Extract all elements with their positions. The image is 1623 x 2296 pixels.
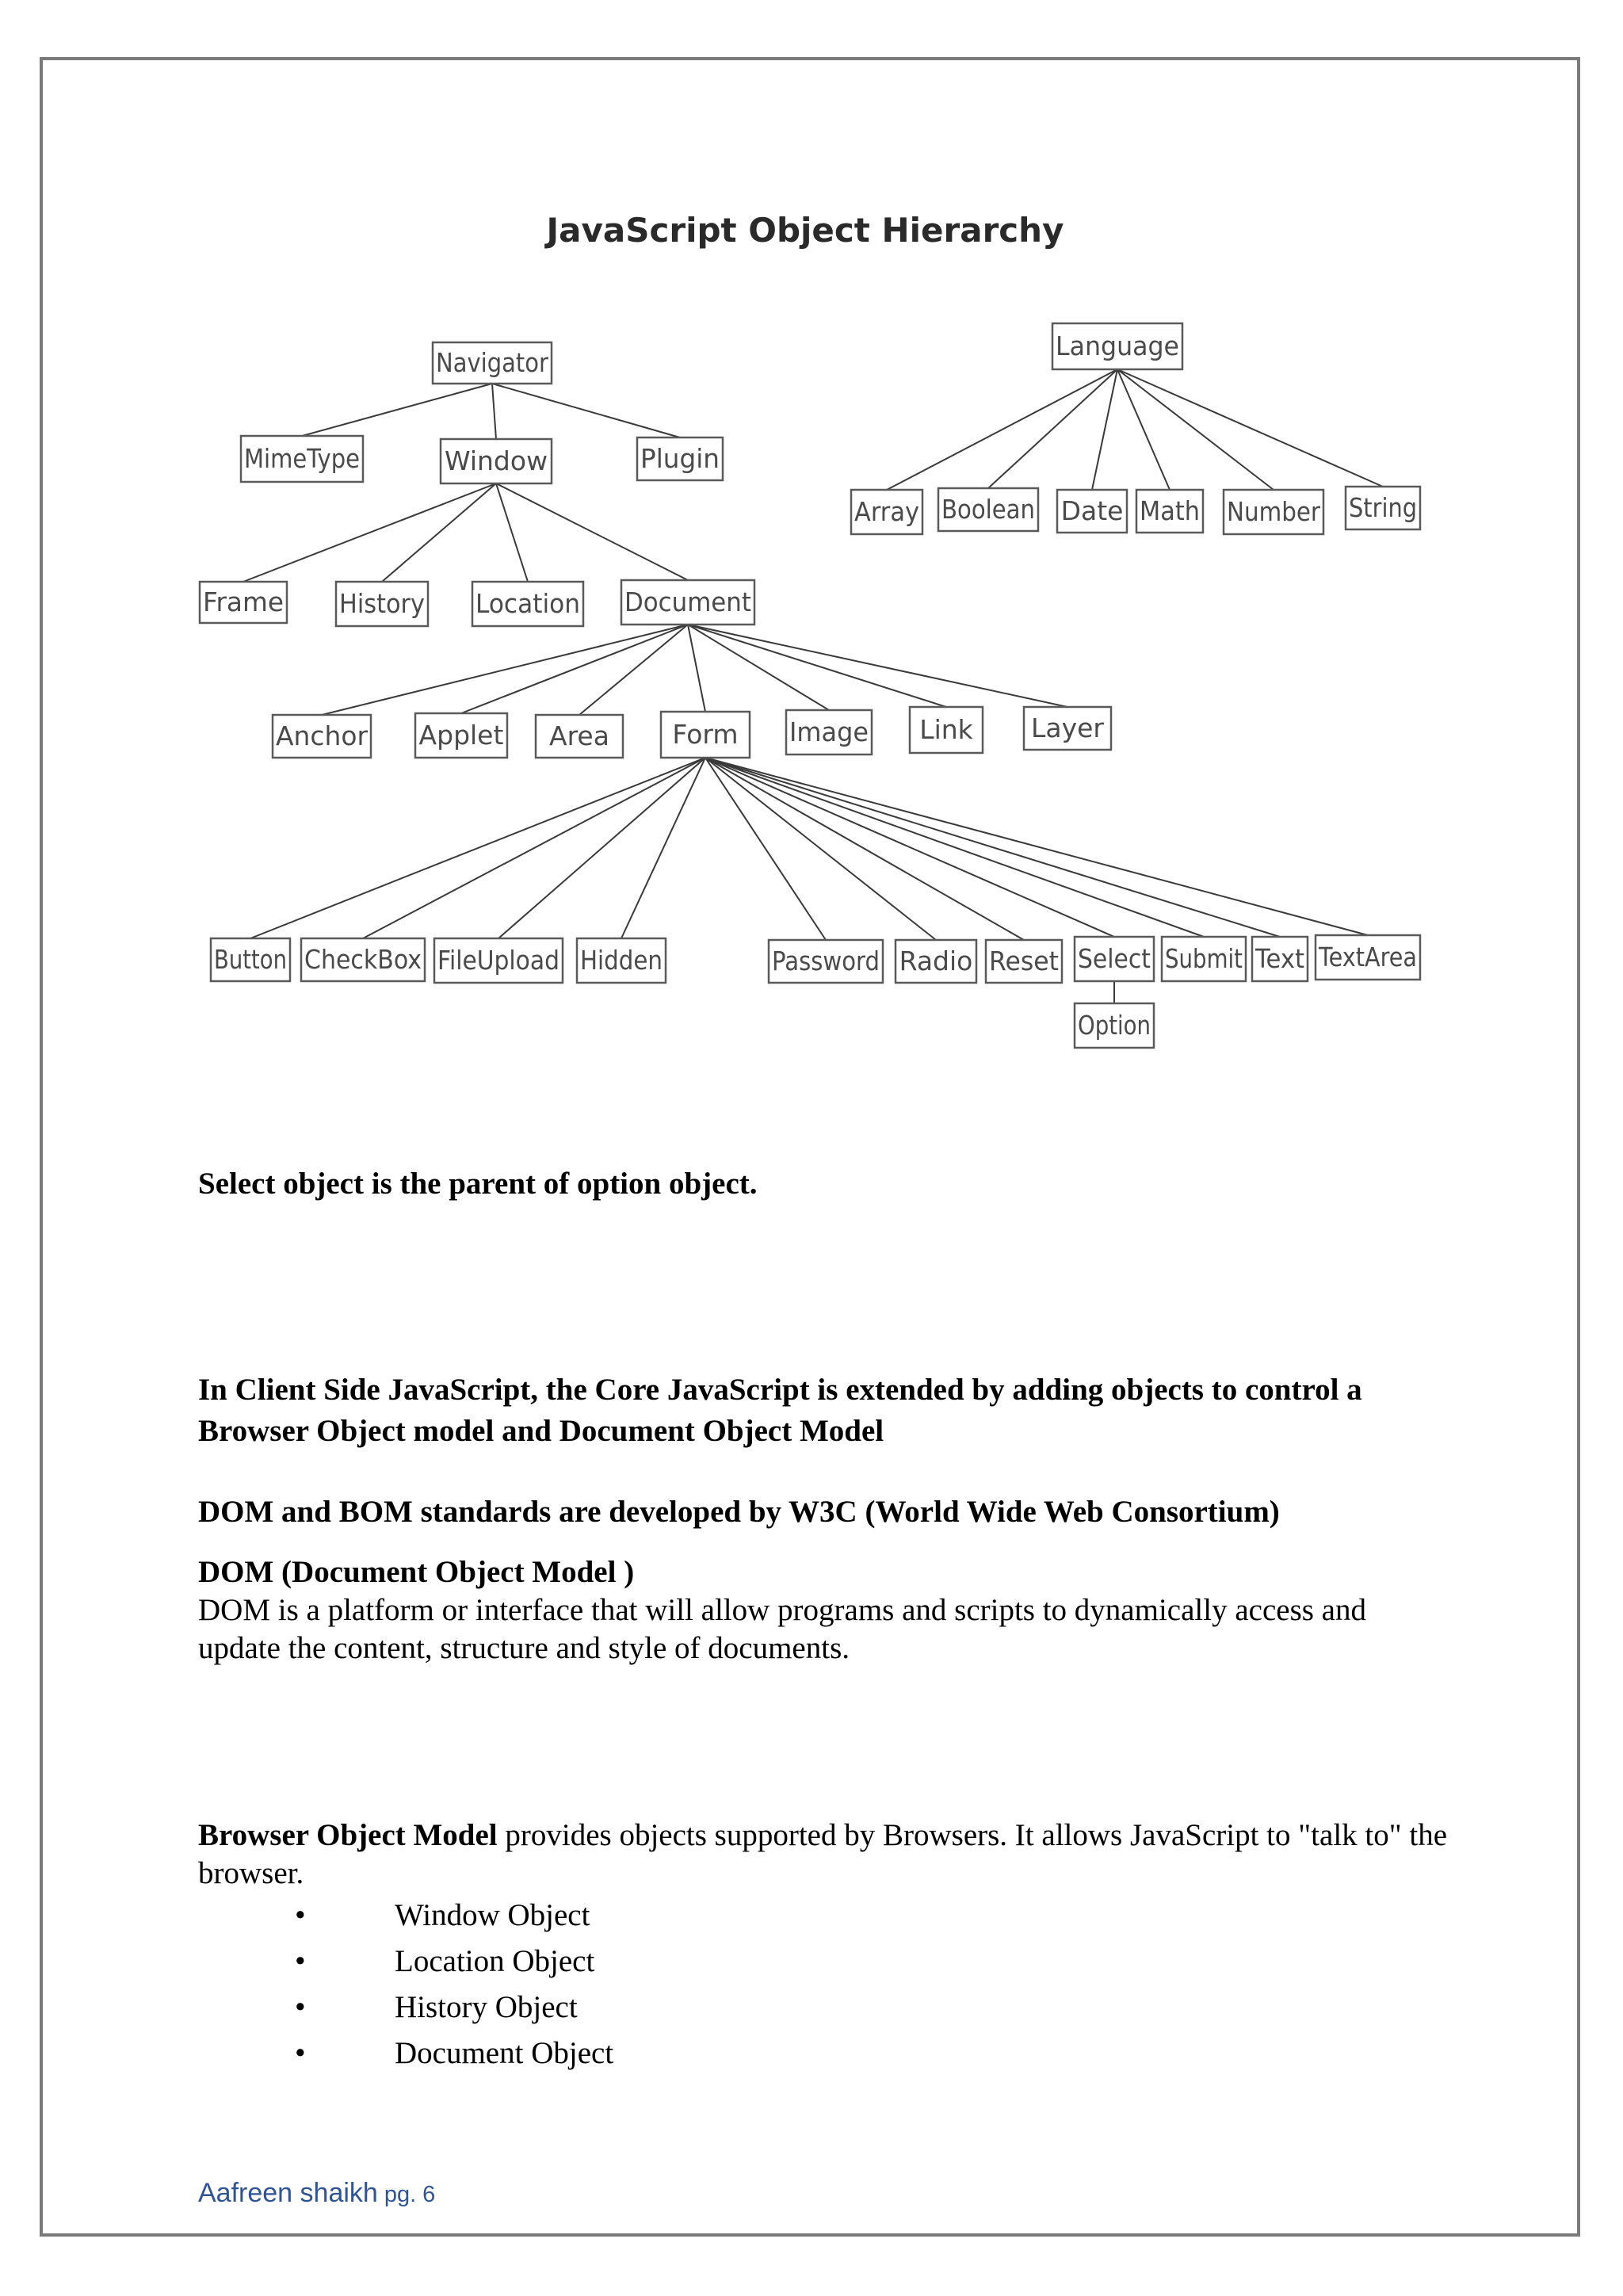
node-label: Password [772, 946, 880, 976]
node-password [769, 940, 883, 983]
node-textarea [1316, 935, 1420, 980]
edge-form-submit [705, 758, 1204, 937]
node-label: Location [475, 588, 580, 619]
node-hidden [577, 938, 666, 983]
edge-language-number [1117, 369, 1274, 490]
node-frame [200, 582, 287, 623]
node-anchor [273, 715, 371, 758]
edge-form-hidden [621, 758, 705, 938]
node-label: String [1349, 492, 1417, 523]
node-document [621, 580, 754, 625]
bom-text: provides objects supported by Browsers. It allows JavaScript to "talk to" the browser. [198, 1818, 1448, 1890]
node-label: Form [672, 719, 739, 750]
node-number [1224, 490, 1323, 534]
node-label: FileUpload [437, 945, 559, 976]
edge-window-document [496, 483, 688, 580]
edge-window-history [382, 483, 496, 582]
node-label: Button [214, 944, 287, 975]
node-string [1346, 487, 1420, 529]
node-label: Document [624, 586, 752, 617]
list-item [198, 1893, 613, 1939]
bullet-icon: • [295, 1944, 306, 1978]
node-label: MimeType [244, 443, 360, 474]
node-label: Navigator [436, 347, 549, 378]
node-history [336, 582, 428, 626]
node-select [1075, 937, 1154, 981]
bom-paragraph [198, 1817, 1450, 1893]
footer-page-number: pg. 6 [384, 2182, 436, 2207]
node-label: Date [1060, 495, 1124, 526]
node-button [211, 938, 290, 981]
node-label: Link [919, 714, 973, 745]
edge-navigator-mimetype [302, 384, 492, 436]
list-item-text: Location Object [395, 1944, 595, 1978]
edge-document-layer [688, 625, 1067, 707]
node-option [1075, 1003, 1154, 1048]
node-label: Option [1078, 1010, 1151, 1041]
node-label: Applet [418, 720, 504, 751]
node-label: Math [1140, 495, 1200, 526]
bullet-icon: • [295, 2036, 306, 2070]
node-math [1136, 490, 1203, 533]
select-note: Select object is the parent of option object. [198, 1167, 758, 1201]
list-item-text: Document Object [395, 2036, 614, 2070]
edge-form-button [250, 758, 705, 938]
node-label: History [339, 588, 425, 619]
node-label: Radio [899, 946, 973, 976]
edge-navigator-plugin [492, 384, 680, 437]
edge-form-reset [705, 758, 1024, 940]
node-label: Anchor [276, 720, 369, 751]
node-label: Language [1056, 330, 1179, 361]
node-label: Text [1254, 943, 1305, 974]
node-array [851, 490, 922, 534]
node-applet [415, 713, 507, 758]
edge-language-boolean [988, 369, 1117, 488]
node-area [536, 715, 623, 758]
node-radio [896, 940, 976, 983]
dom-heading: DOM (Document Object Model ) [198, 1555, 635, 1589]
node-image [786, 710, 872, 755]
node-date [1057, 490, 1127, 533]
client-side-paragraph: In Client Side JavaScript, the Core JavaScript is extended by adding objects to control a Browser Object model and Document Object Model [198, 1373, 1362, 1448]
footer-author: Aafreen shaikh [198, 2178, 378, 2208]
node-label: Number [1227, 496, 1321, 527]
edge-language-date [1092, 369, 1117, 490]
node-submit [1162, 937, 1246, 981]
bullet-icon: • [295, 1990, 306, 2024]
node-label: Array [854, 496, 919, 527]
edge-form-checkbox [363, 758, 705, 938]
node-label: Boolean [941, 494, 1035, 525]
node-mimetype [241, 436, 363, 482]
node-navigator [433, 342, 552, 384]
bullet-icon: • [295, 1898, 306, 1932]
bom-object-list [198, 1893, 613, 2076]
list-item [198, 2030, 613, 2076]
edge-navigator-window [492, 384, 496, 439]
list-item [198, 1939, 613, 1985]
node-label: Select [1078, 943, 1151, 974]
node-location [472, 582, 583, 626]
edge-form-radio [705, 758, 936, 940]
object-hierarchy-diagram [0, 0, 1623, 1078]
bom-lead: Browser Object Model [198, 1818, 498, 1852]
node-label: TextArea [1318, 942, 1417, 972]
standards-paragraph: DOM and BOM standards are developed by W3C (World Wide Web Consortium) [198, 1495, 1280, 1529]
node-label: Reset [989, 946, 1060, 976]
edge-document-link [688, 625, 946, 707]
edge-window-location [496, 483, 528, 582]
edge-form-select [705, 758, 1114, 937]
node-label: CheckBox [304, 944, 422, 975]
diagram-title: JavaScript Object Hierarchy [546, 211, 1064, 250]
dom-description: DOM is a platform or interface that will allow programs and scripts to dynamically access and update the content, structure and style of documents. [198, 1593, 1366, 1665]
node-label: Image [789, 716, 869, 747]
edge-document-form [688, 625, 705, 712]
edge-language-array [887, 369, 1117, 490]
node-layer [1024, 707, 1111, 750]
list-item-text: History Object [395, 1990, 578, 2024]
edge-form-text [705, 758, 1280, 937]
node-text [1252, 937, 1308, 981]
list-item-text: Window Object [395, 1898, 590, 1932]
node-label: Hidden [580, 945, 663, 976]
node-language [1052, 323, 1182, 369]
node-label: Layer [1030, 712, 1105, 743]
page-footer [198, 2178, 435, 2209]
node-label: Plugin [640, 443, 720, 474]
node-form [661, 712, 750, 758]
node-checkbox [301, 938, 425, 981]
edge-language-math [1117, 369, 1170, 490]
node-plugin [637, 437, 723, 480]
node-window [441, 439, 552, 483]
node-label: Submit [1165, 943, 1243, 974]
node-label: Area [549, 720, 609, 751]
node-fileupload [434, 938, 563, 983]
edge-document-image [688, 625, 829, 710]
node-label: Frame [203, 586, 284, 617]
list-item [198, 1985, 613, 2030]
node-boolean [938, 488, 1038, 531]
edge-window-frame [243, 483, 496, 582]
node-link [910, 707, 983, 753]
node-reset [986, 940, 1062, 983]
node-label: Window [444, 445, 548, 476]
edge-document-applet [461, 625, 688, 713]
edge-form-fileupload [498, 758, 705, 938]
edge-language-string [1117, 369, 1383, 487]
